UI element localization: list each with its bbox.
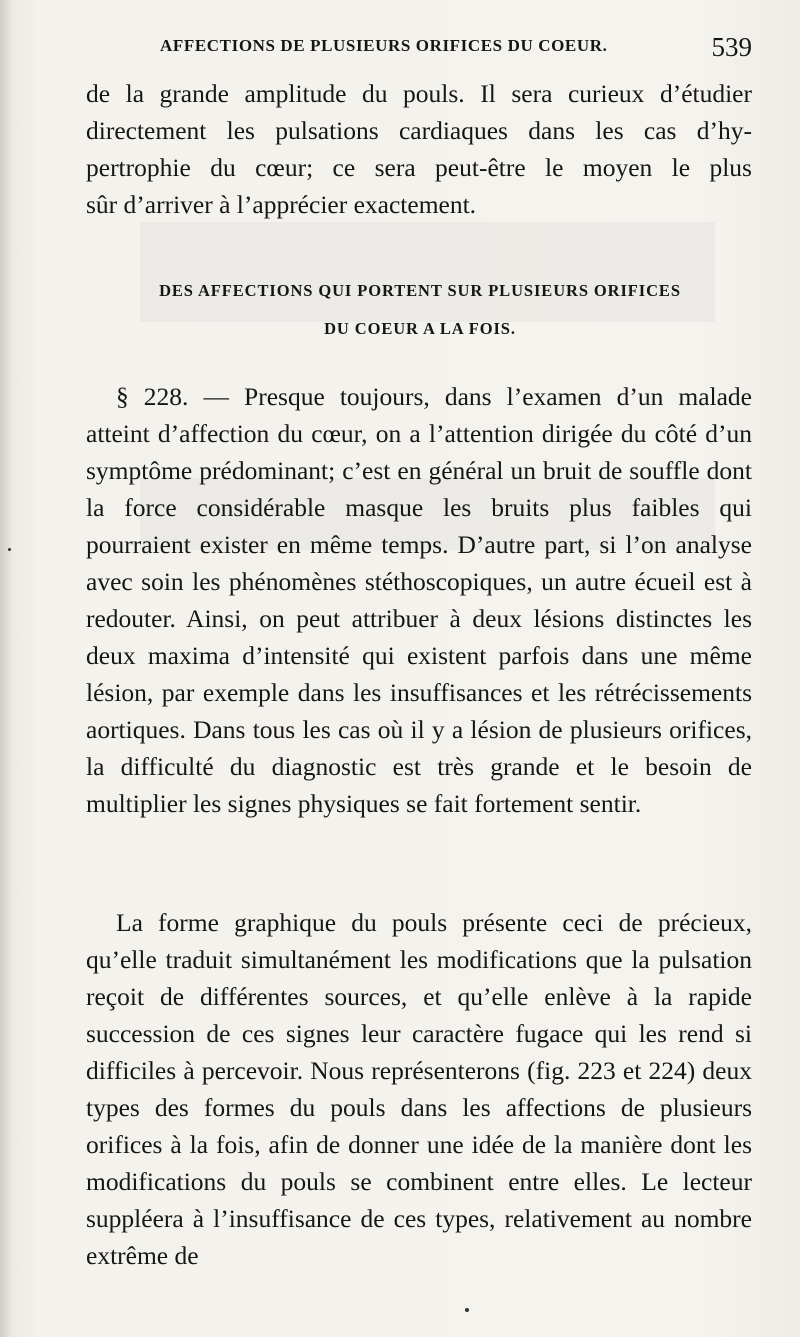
- text-line: directement les pulsations cardiaques dans les cas d’hy-: [86, 116, 752, 145]
- page-number: 539: [711, 32, 752, 62]
- text-line: pertrophie du cœur; ce sera peut-être le moyen le plus: [86, 153, 752, 182]
- paragraph-text: La forme graphique du pouls présente ceci de précieux, qu’elle traduit simultanément les modifications que la pulsation reçoit de différentes sources, et qu’elle enlève à la rapide succession de ces signes leur caractère fugace qui les rend si difficiles à percevoir. Nous représenterons (fig. 223 et 224) deux types des formes du pouls dans les affections de plusieurs orifices à la fois, afin de donner une idée de la manière dont les modifications du pouls se combinent entre elles. Le lecteur suppléera à l’insuffisance de ces types, relativement au nombre extrême de: [86, 908, 752, 1270]
- running-title: AFFECTIONS DE PLUSIEURS ORIFICES DU COEUR.: [160, 36, 608, 55]
- intro-paragraph: [86, 75, 752, 223]
- paragraph-forme-graphique: [86, 904, 752, 1274]
- section-heading: [100, 272, 740, 348]
- page-edge-shadow: [0, 0, 12, 1337]
- section-heading-line: DES AFFECTIONS QUI PORTENT SUR PLUSIEURS ORIFICES: [159, 281, 681, 300]
- paragraph-text: § 228. — Presque toujours, dans l’examen d’un malade atteint d’affection du cœur, on a l’attention dirigée du côté d’un symptôme prédominant; c’est en général un bruit de souffle dont la force considérable masque les bruits plus faibles qui pourraient exister en même temps. D’autre part, si l’on analyse avec soin les phénomènes stéthoscopiques, un autre écueil est à redouter. Ainsi, on peut attribuer à deux lésions distinctes les deux maxima d’intensité qui existent parfois dans une même lésion, par exemple dans les insuffisances et les rétrécissements aortiques. Dans tous les cas où il y a lésion de plusieurs orifices, la difficulté du diagnostic est très grande et le besoin de multiplier les signes physiques se fait fortement sentir.: [86, 382, 752, 818]
- section-heading-line: DU COEUR A LA FOIS.: [324, 319, 516, 338]
- ink-speck: [8, 548, 11, 551]
- text-line: de la grande amplitude du pouls. Il sera curieux d’étudier: [86, 79, 752, 108]
- running-header: [160, 32, 760, 66]
- text-line: sûr d’arriver à l’apprécier exactement.: [86, 190, 477, 219]
- ink-speck: [465, 1308, 469, 1312]
- paragraph-228: [86, 378, 752, 822]
